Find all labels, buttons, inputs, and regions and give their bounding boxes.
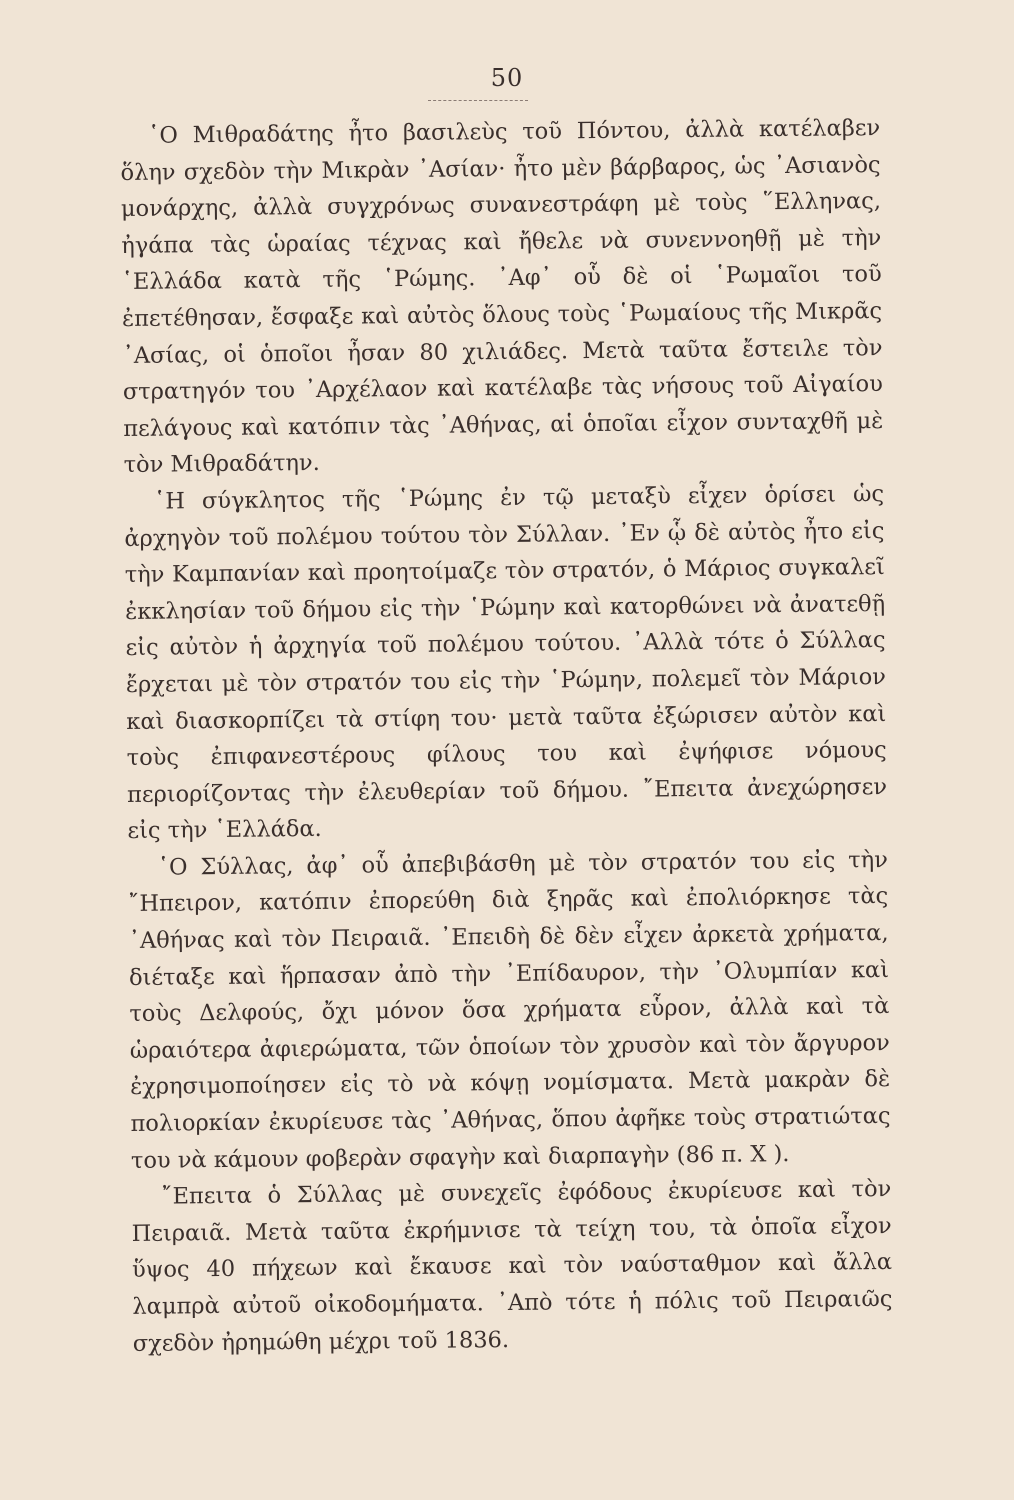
page-body bbox=[120, 110, 893, 1362]
paragraph-mithradates: ῾Ο Μιθραδάτης ἦτο βασιλεὺς τοῦ Πόντου, ἀλλὰ κατέλαβεν ὅλην σχεδὸν τὴν Μικρὰν ᾿Ασίαν· ἦτο μὲν βάρβαρος, ὡς ᾿Ασιανὸς μονάρχης, ἀλλὰ συγχρόνως συνανεστράφη μὲ τοὺς ῞Ελληνας, ἠγάπα τὰς ὡραίας τέχνας καὶ ἤθελε νὰ συνεννοηθῇ μὲ τὴν ῾Ελλάδα κατὰ τῆς ῾Ρώμης. ᾿Αφ᾿ οὗ δὲ οἱ ῾Ρωμαῖοι τοῦ ἐπετέθησαν, ἔσφαξε καὶ αὐτὸς ὅλους τοὺς ῾Ρωμαίους τῆς Μικρᾶς ᾿Ασίας, οἱ ὁποῖοι ἦσαν 80 χιλιάδες. Μετὰ ταῦτα ἔστειλε τὸν στρατηγόν του ᾿Αρχέλαον καὶ κατέλαβε τὰς νήσους τοῦ Αἰγαίου πελάγους καὶ κατόπιν τὰς ᾿Αθήνας, αἱ ὁποῖαι εἶχον συνταχθῆ μὲ τὸν Μιθραδάτην. bbox=[120, 115, 884, 479]
page-number: 50 bbox=[490, 64, 524, 92]
paragraph-piraeus: ῎Επειτα ὁ Σύλλας μὲ συνεχεῖς ἐφόδους ἐκυρίευσε καὶ τὸν Πειραιᾶ. Μετὰ ταῦτα ἐκρήμνισε τὰ τείχη του, τὰ ὁποῖα εἶχον ὕψος 40 πήχεων καὶ ἔκαυσε καὶ τὸν ναύσταθμον καὶ ἄλλα λαμπρὰ αὐτοῦ οἰκοδομήματα. ᾿Απὸ τότε ἡ πόλις τοῦ Πειραιῶς σχεδὸν ἠρημώθη μέχρι τοῦ 1836. bbox=[131, 1176, 893, 1357]
paragraph-senate-sulla: ῾Η σύγκλητος τῆς ῾Ρώμης ἐν τῷ μεταξὺ εἶχεν ὁρίσει ὡς ἀρχηγὸν τοῦ πολέμου τούτου τὸν Σύλλαν. ᾿Εν ᾧ δὲ αὐτὸς ἦτο εἰς τὴν Καμπανίαν καὶ προητοίμαζε τὸν στρατόν, ὁ Μάριος συγκαλεῖ ἐκκλησίαν τοῦ δήμου εἰς τὴν ῾Ρώμην καὶ κατορθώνει νὰ ἀνατεθῇ εἰς αὐτὸν ἡ ἀρχηγία τοῦ πολέμου τούτου. ᾿Αλλὰ τότε ὁ Σύλλας ἔρχεται μὲ τὸν στρατόν του εἰς τὴν ῾Ρώμην, πολεμεῖ τὸν Μάριον καὶ διασκορπίζει τὰ στίφη του· μετὰ ταῦτα ἐξώρισεν αὐτὸν καὶ τοὺς ἐπιφανεστέρους φίλους του καὶ ἐψήφισε νόμους περιορίζοντας τὴν ἐλευθερίαν τοῦ δήμου. ῎Επειτα ἀνεχώρησεν εἰς τὴν ῾Ελλάδα. bbox=[124, 480, 888, 845]
header-divider bbox=[428, 100, 528, 101]
paragraph-siege-athens: ῾Ο Σύλλας, ἀφ᾿ οὗ ἀπεβιβάσθη μὲ τὸν στρατόν του εἰς τὴν ῎Ηπειρον, κατόπιν ἐπορεύθη διὰ ξηρᾶς καὶ ἐπολιόρκησε τὰς ᾿Αθήνας καὶ τὸν Πειραιᾶ. ᾿Επειδὴ δὲ δὲν εἶχεν ἀρκετὰ χρήματα, διέταξε καὶ ἥρπασαν ἀπὸ τὴν ᾿Επίδαυρον, τὴν ᾿Ολυμπίαν καὶ τοὺς Δελφούς, ὄχι μόνον ὅσα χρήματα εὗρον, ἀλλὰ καὶ τὰ ὡραιότερα ἀφιερώματα, τῶν ὁποίων τὸν χρυσὸν καὶ τὸν ἄργυρον ἐχρησιμοποίησεν εἰς τὸ νὰ κόψῃ νομίσματα. Μετὰ μακρὰν δὲ πολιορκίαν ἐκυρίευσε τὰς ᾿Αθήνας, ὅπου ἀφῆκε τοὺς στρατιώτας του νὰ κάμουν φοβερὰν σφαγὴν καὶ διαρπαγὴν (86 π. Χ ). bbox=[128, 846, 891, 1174]
